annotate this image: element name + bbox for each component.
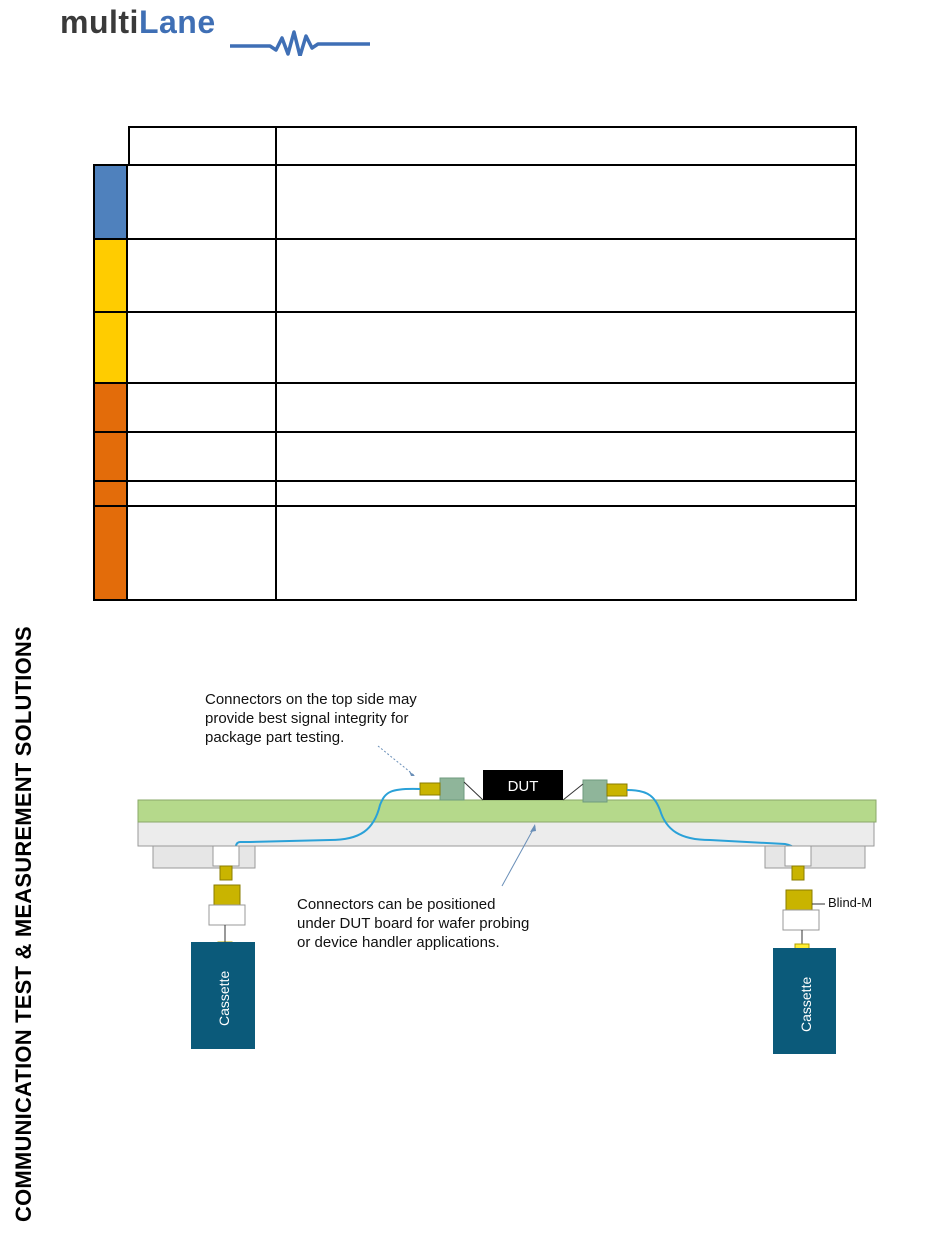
top-left-connector-body: [440, 778, 464, 800]
table-row-color-band: [95, 312, 128, 382]
connector-diagram: [130, 680, 890, 1070]
note-top-line: Connectors on the top side may: [205, 691, 417, 708]
table-row-color-band: [95, 382, 128, 599]
logo-text-lane: Lane: [138, 4, 216, 40]
left-blind-mate-white: [209, 905, 245, 925]
logo-text: [60, 4, 216, 41]
table-row-divider: [93, 505, 857, 507]
note-bottom-line: or device handler applications.: [297, 934, 500, 951]
table-row-divider: [93, 480, 857, 482]
dut-label: DUT: [507, 778, 539, 795]
right-mount-pad: [765, 846, 865, 868]
sidebar-banner: [0, 520, 46, 1220]
note-top-line: provide best signal integrity for: [205, 710, 409, 727]
sidebar-text: COMMUNICATION TEST & MEASUREMENT SOLUTIONS: [11, 626, 36, 1222]
multilane-logo: [60, 4, 320, 56]
left-cassette-label: Cassette: [216, 970, 232, 1026]
table-row-divider: [93, 311, 857, 313]
table-row-divider: [93, 431, 857, 433]
note-bottom-line: under DUT board for wafer probing: [297, 915, 530, 932]
table-header-cell: [128, 126, 277, 166]
right-bottom-connector-plug: [792, 866, 804, 880]
logo-text-multi: multi: [60, 4, 139, 40]
left-mount-pad: [153, 846, 255, 868]
top-left-connector-plug: [420, 783, 440, 795]
logo-wave-icon: [230, 20, 370, 56]
left-blind-mate-gold: [214, 885, 240, 905]
right-bottom-connector-housing: [785, 846, 811, 866]
table-row-color-band: [95, 240, 128, 312]
right-blind-mate-gold: [786, 890, 812, 910]
top-right-connector-plug: [607, 784, 627, 796]
dut-lead: [464, 782, 483, 800]
table-row-divider: [93, 238, 857, 240]
note-bottom-line: Connectors can be positioned: [297, 896, 496, 913]
table-header-cell: [275, 126, 857, 166]
right-blind-mate-white: [783, 910, 819, 930]
note-top-line: package part testing.: [205, 729, 345, 746]
table-row-divider: [93, 382, 857, 384]
note-top-arrowhead: [409, 771, 415, 776]
dut-board: [138, 800, 876, 822]
right-cassette-label: Cassette: [798, 976, 814, 1032]
top-right-connector-body: [583, 780, 607, 802]
left-bottom-connector-housing: [213, 846, 239, 866]
table-row-color-band: [95, 166, 128, 240]
left-bottom-connector-plug: [220, 866, 232, 880]
blind-m-label: Blind-M: [828, 895, 873, 910]
dut-lead: [563, 784, 583, 800]
